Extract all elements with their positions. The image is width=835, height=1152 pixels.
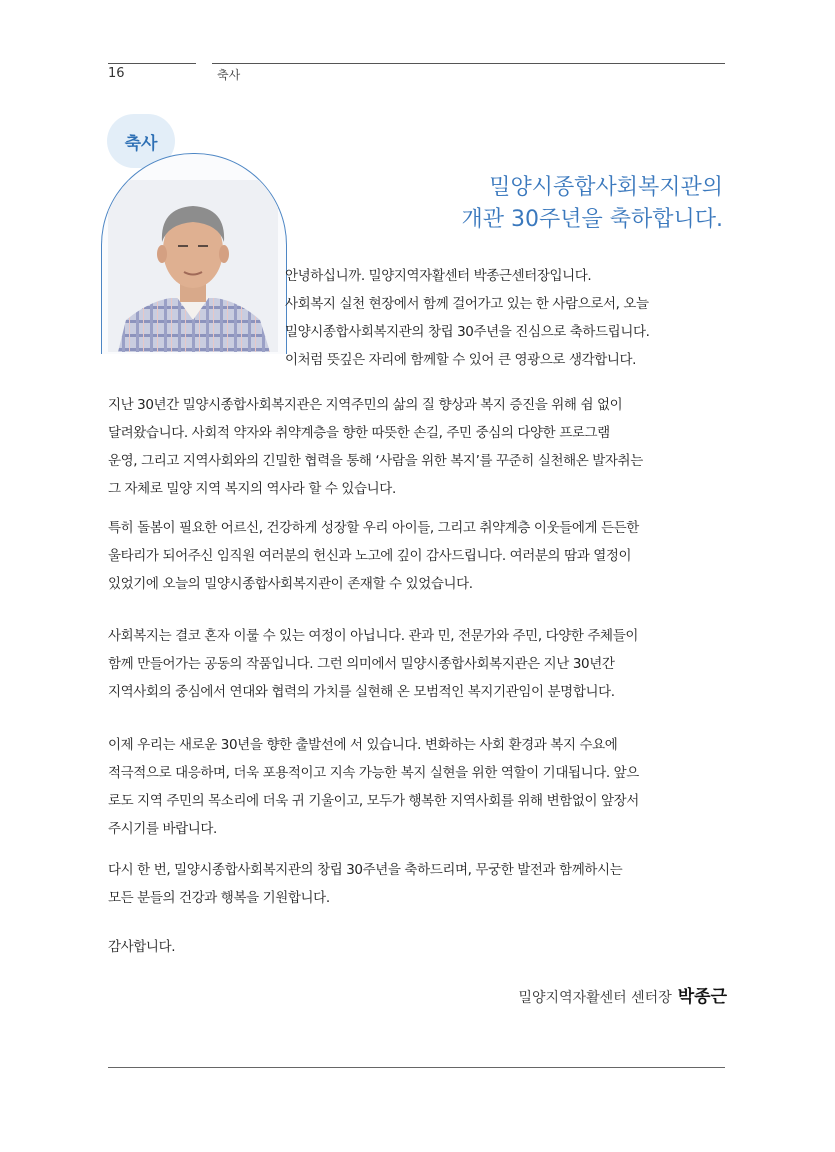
paragraph-line: 울타리가 되어주신 임직원 여러분의 헌신과 노고에 깊이 감사드립니다. 여러분의 땀과 열정이	[108, 548, 632, 564]
section-badge: 축사	[107, 114, 175, 168]
portrait-frame	[101, 153, 287, 354]
portrait-photo	[108, 180, 278, 352]
title-line-1: 밀양시종합사회복지관의	[489, 175, 723, 200]
paragraph-line: 지역사회의 중심에서 연대와 협력의 가치를 실현해 온 모범적인 복지기관임이 분명합니다.	[108, 684, 615, 700]
paragraph-line: 그 자체로 밀양 지역 복지의 역사라 할 수 있습니다.	[108, 481, 396, 497]
paragraph-line: 주시기를 바랍니다.	[108, 821, 217, 837]
paragraph-line: 함께 만들어가는 공동의 작품입니다. 그런 의미에서 밀양시종합사회복지관은 지난 30년간	[108, 656, 615, 672]
signature	[519, 982, 728, 1007]
paragraph-line: 감사합니다.	[108, 939, 176, 955]
intro-line: 밀양시종합사회복지관의 창립 30주년을 진심으로 축하드립니다.	[285, 324, 650, 340]
intro-line: 이처럼 뜻깊은 자리에 함께할 수 있어 큰 영광으로 생각합니다.	[285, 352, 637, 368]
paragraph-closing	[108, 856, 728, 912]
paragraph-future	[108, 731, 728, 843]
header-rule-right	[212, 63, 725, 64]
paragraph-gratitude	[108, 933, 728, 961]
title-line-2: 개관 30주년을 축하합니다.	[461, 207, 723, 232]
signature-title: 밀양지역자활센터 센터장	[518, 990, 672, 1006]
intro-text	[285, 262, 725, 374]
paragraph-line: 사회복지는 결코 혼자 이룰 수 있는 여정이 아닙니다. 관과 민, 전문가와 주민, 다양한 주체들이	[108, 628, 638, 644]
paragraph-line: 다시 한 번, 밀양시종합사회복지관의 창립 30주년을 축하드리며, 무궁한 발전과 함께하시는	[108, 862, 623, 878]
signature-name: 박종근	[677, 987, 727, 1007]
page-number: 16	[108, 66, 125, 81]
paragraph-line: 운영, 그리고 지역사회와의 긴밀한 협력을 통해 ‘사람을 위한 복지’를 꾸준히 실천해온 발자취는	[108, 453, 643, 469]
header-rule-left	[108, 63, 196, 64]
section-title: 축사	[217, 68, 241, 82]
footer-rule	[108, 1067, 725, 1068]
paragraph-line: 특히 돌봄이 필요한 어르신, 건강하게 성장할 우리 아이들, 그리고 취약계층 이웃들에게 든든한	[108, 520, 639, 536]
paragraph-line: 달려왔습니다. 사회적 약자와 취약계층을 향한 따뜻한 손길, 주민 중심의 다양한 프로그램	[108, 425, 610, 441]
paragraph-cooperation	[108, 622, 728, 706]
paragraph-thanks	[108, 514, 728, 598]
paragraph-line: 로도 지역 주민의 목소리에 더욱 귀 기울이고, 모두가 행복한 지역사회를 위해 변함없이 앞장서	[108, 793, 639, 809]
paragraph-line: 이제 우리는 새로운 30년을 향한 출발선에 서 있습니다. 변화하는 사회 환경과 복지 수요에	[108, 737, 618, 753]
paragraph-line: 지난 30년간 밀양시종합사회복지관은 지역주민의 삶의 질 향상과 복지 증진을 위해 쉼 없이	[108, 397, 623, 413]
intro-line: 안녕하십니까. 밀양지역자활센터 박종근센터장입니다.	[285, 268, 592, 284]
paragraph-line: 적극적으로 대응하며, 더욱 포용적이고 지속 가능한 복지 실현을 위한 역할이 기대됩니다. 앞으	[108, 765, 639, 781]
paragraph-history	[108, 391, 728, 503]
congratulation-title	[462, 172, 724, 236]
paragraph-line: 있었기에 오늘의 밀양시종합사회복지관이 존재할 수 있었습니다.	[108, 576, 473, 592]
paragraph-line: 모든 분들의 건강과 행복을 기원합니다.	[108, 890, 330, 906]
intro-line: 사회복지 실천 현장에서 함께 걸어가고 있는 한 사람으로서, 오늘	[285, 296, 649, 312]
